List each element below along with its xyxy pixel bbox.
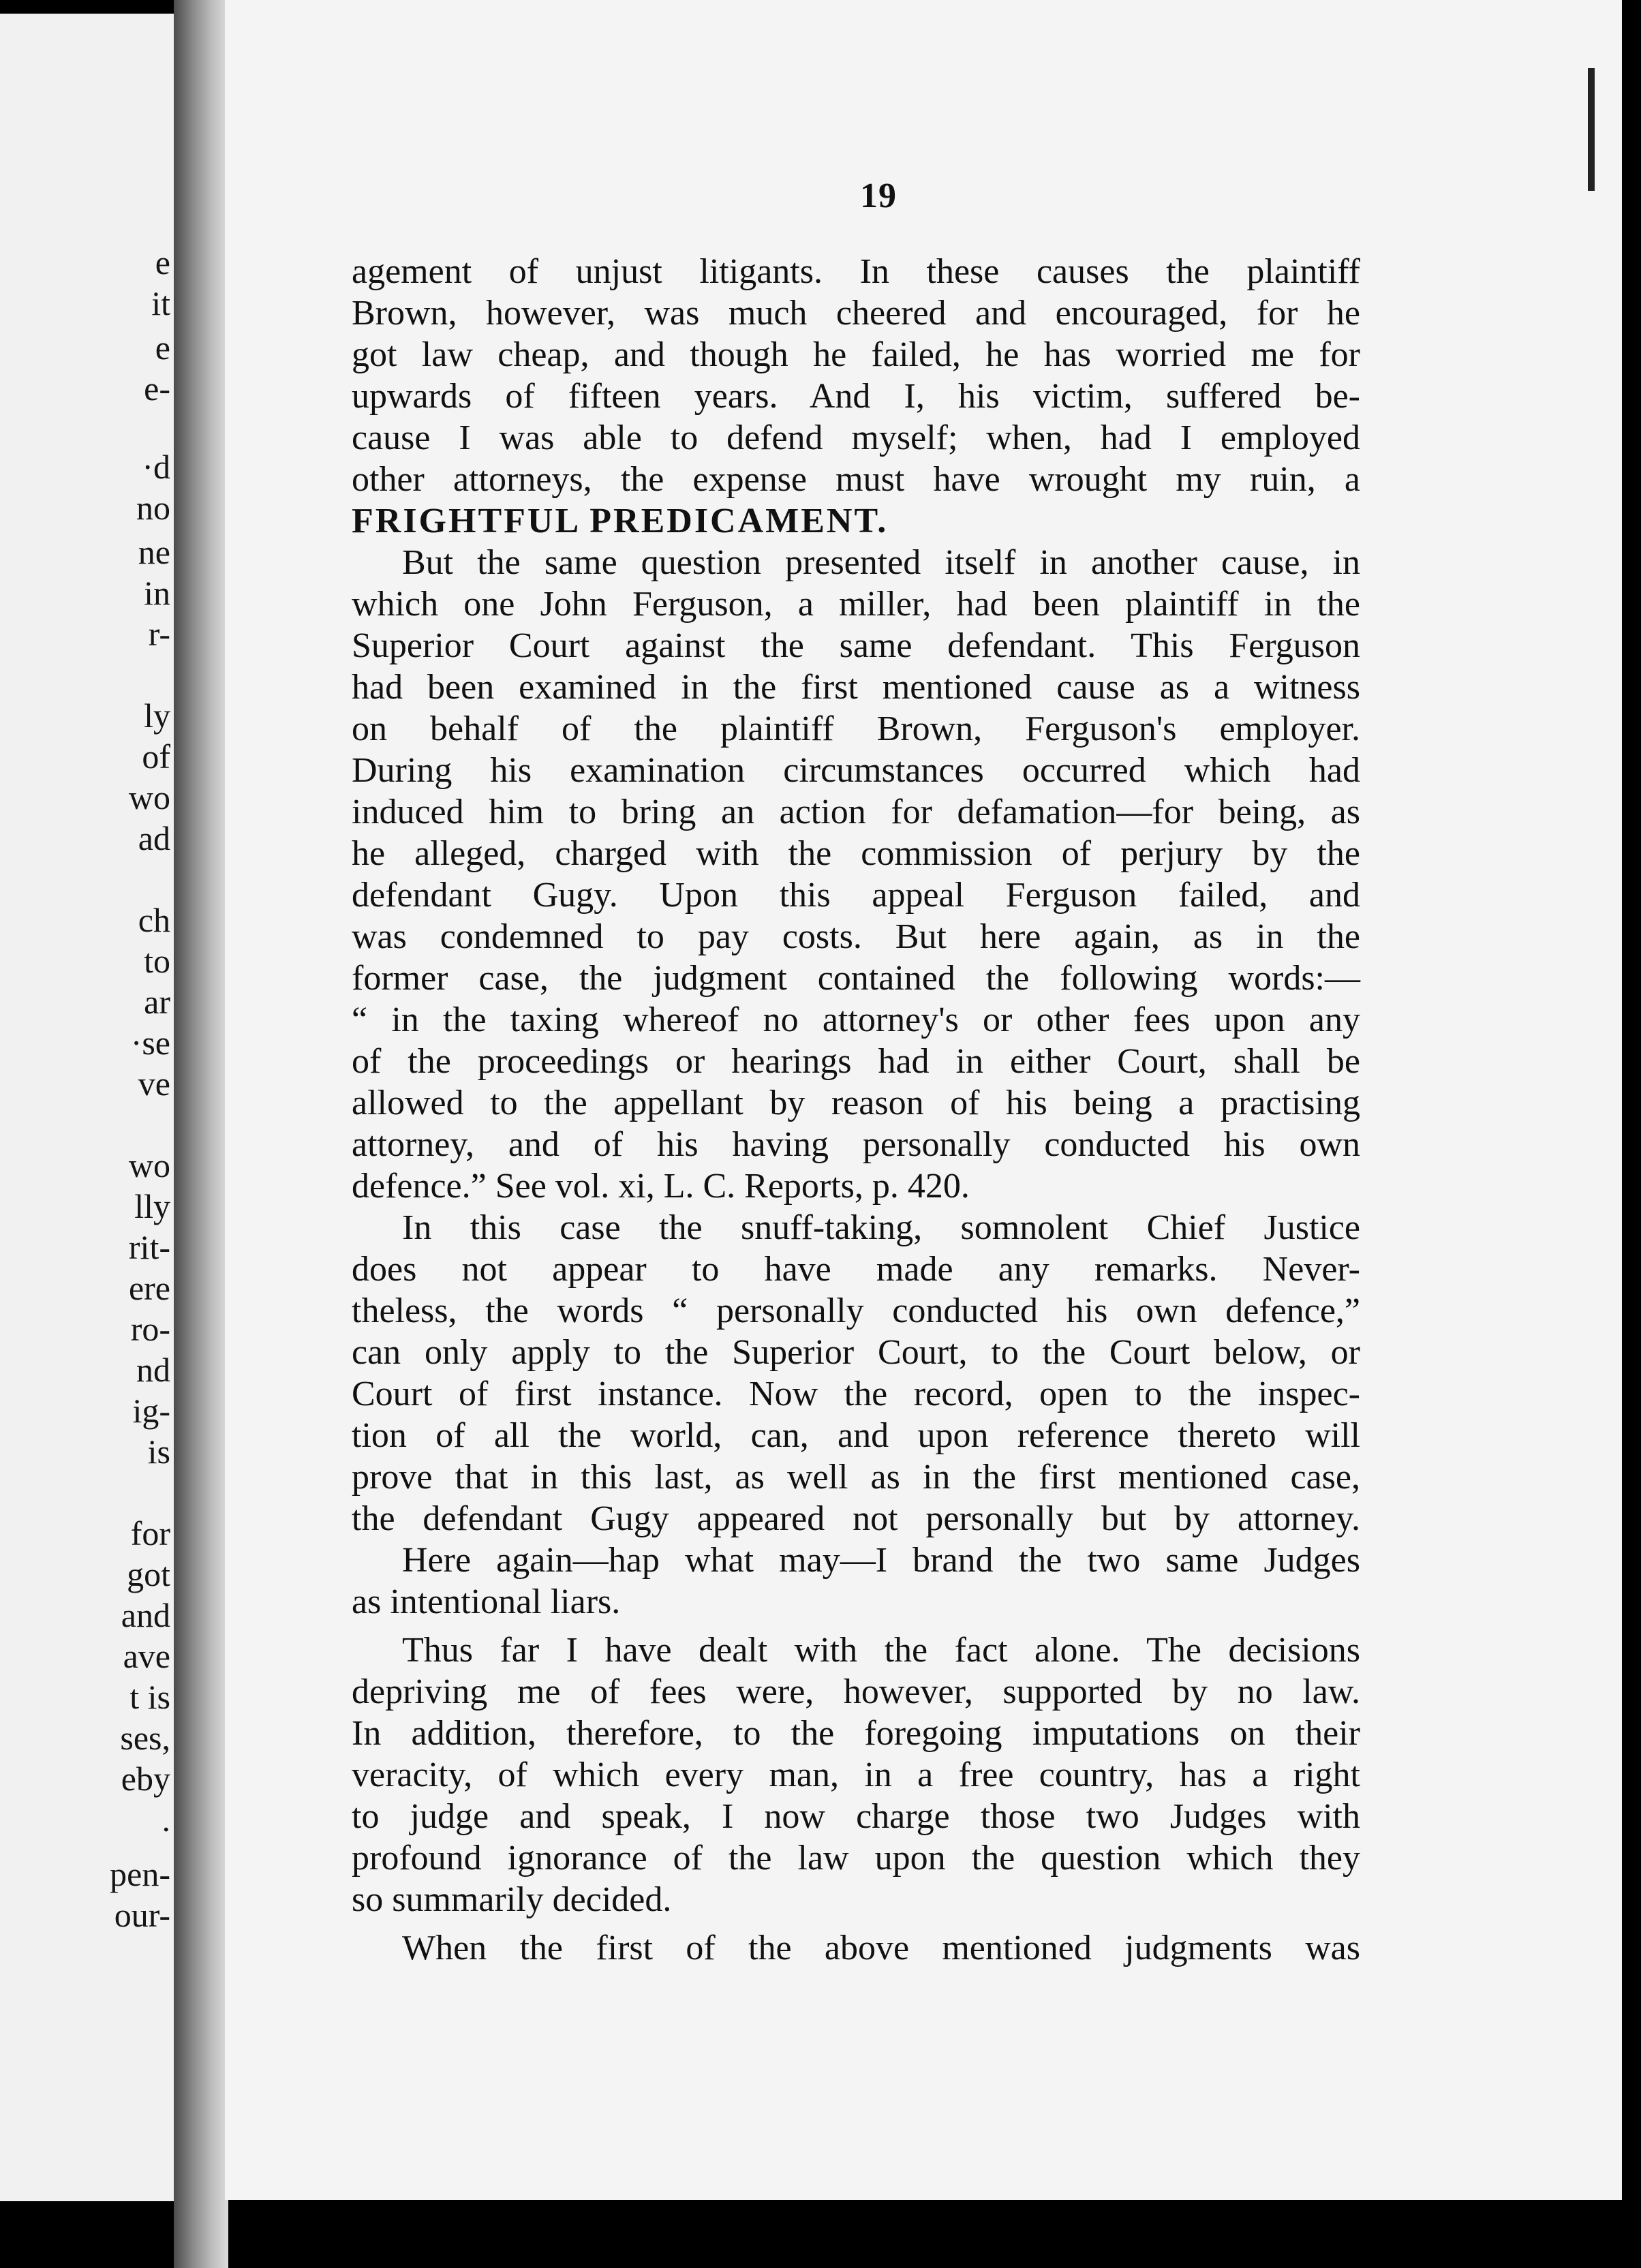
text-line: was condemned to pay costs. But here again, as in the: [352, 917, 1360, 956]
page-number: 19: [860, 177, 897, 215]
text-line: upwards of fifteen years. And I, his victim, suffered be-: [352, 377, 1360, 416]
facing-page-fragment-text: ere: [128, 1269, 170, 1307]
facing-page-fragment-text: ve: [138, 1064, 170, 1103]
facing-page-fragment-text: e: [155, 328, 170, 367]
facing-page-fragment-text: ch: [138, 901, 170, 939]
facing-page-fragment-text: ar: [144, 983, 170, 1021]
facing-page-fragment-text: pen-: [110, 1855, 170, 1893]
facing-page-fragment-text: to: [144, 942, 170, 980]
facing-page-fragment-text: for: [130, 1514, 170, 1552]
text-line: Superior Court against the same defendant. This Ferguson: [352, 626, 1360, 665]
facing-page-fragment-text: ro-: [130, 1310, 170, 1348]
text-line: In addition, therefore, to the foregoing imputations on their: [352, 1714, 1360, 1753]
facing-page-fragment-text: lly: [134, 1187, 170, 1225]
text-line: on behalf of the plaintiff Brown, Ferguson's employer.: [352, 709, 1360, 748]
text-line: depriving me of fees were, however, supported by no law.: [352, 1672, 1360, 1711]
text-line: During his examination circumstances occurred which had: [352, 751, 1360, 790]
text-line: defendant Gugy. Upon this appeal Ferguson failed, and: [352, 876, 1360, 915]
text-line: of the proceedings or hearings had in either Court, shall be: [352, 1042, 1360, 1081]
text-line: as intentional liars.: [352, 1582, 621, 1621]
facing-page-fragment-text: it: [151, 284, 170, 322]
text-line: But the same question presented itself in another cause, in: [402, 543, 1360, 582]
text-line: former case, the judgment contained the following words:—: [352, 959, 1360, 998]
facing-page-fragment-text: ·d: [142, 448, 170, 486]
facing-page-fragment-text: ave: [123, 1637, 170, 1675]
text-line: allowed to the appellant by reason of his being a practising: [352, 1084, 1360, 1122]
book-page: [225, 0, 1622, 2200]
facing-page-fragment-text: no: [136, 489, 170, 527]
facing-page-fragment-text: rit-: [128, 1228, 170, 1266]
text-line: FRIGHTFUL PREDICAMENT.: [352, 502, 889, 540]
facing-page-fragment-text: wo: [128, 778, 170, 816]
facing-page-fragment-text: ly: [144, 696, 170, 735]
facing-page-fragment-text: ses,: [120, 1719, 170, 1757]
facing-page-fragment-text: of: [142, 737, 170, 776]
text-line: attorney, and of his having personally conducted his own: [352, 1125, 1360, 1164]
text-line: so summarily decided.: [352, 1880, 672, 1919]
facing-page-fragment-text: ig-: [132, 1392, 170, 1430]
text-line: agement of unjust litigants. In these causes the plaintiff: [352, 252, 1360, 291]
text-line: Brown, however, was much cheered and encouraged, for he: [352, 294, 1360, 333]
facing-page-fragment-text: ad: [138, 819, 170, 857]
facing-page-fragment-text: e: [155, 243, 170, 281]
text-line: other attorneys, the expense must have wrought my ruin, a: [352, 460, 1360, 499]
facing-page-fragment-text: in: [144, 574, 170, 612]
text-line: got law cheap, and though he failed, he has worried me for: [352, 335, 1360, 374]
text-line: to judge and speak, I now charge those two Judges with: [352, 1797, 1360, 1836]
page-edge-mark: [1588, 68, 1595, 191]
text-line: Here again—hap what may—I brand the two same Judges: [402, 1541, 1360, 1580]
text-line: theless, the words “ personally conducted his own defence,”: [352, 1291, 1360, 1330]
facing-page-fragment-text: ne: [138, 533, 170, 571]
text-line: “ in the taxing whereof no attorney's or other fees upon any: [352, 1000, 1360, 1039]
text-line: Court of first instance. Now the record, open to the inspec-: [352, 1375, 1360, 1413]
body-text: [352, 251, 1360, 1969]
text-line: In this case the snuff-taking, somnolent Chief Justice: [402, 1208, 1360, 1247]
facing-page-fragment-text: wo: [128, 1146, 170, 1184]
text-line: prove that in this last, as well as in the first mentioned case,: [352, 1458, 1360, 1497]
text-line: profound ignorance of the law upon the question which they: [352, 1839, 1360, 1878]
text-line: tion of all the world, can, and upon reference thereto will: [352, 1416, 1360, 1455]
text-line: Thus far I have dealt with the fact alone. The decisions: [402, 1631, 1360, 1670]
facing-page-fragment-text: ·se: [130, 1024, 170, 1062]
text-line: cause I was able to defend myself; when, had I employed: [352, 418, 1360, 457]
book-gutter: [174, 0, 228, 2268]
facing-page-fragment-text: r-: [148, 615, 170, 653]
facing-page-fragment-text: our-: [114, 1896, 170, 1934]
facing-page-fragment-text: t is: [129, 1678, 170, 1716]
text-line: does not appear to have made any remarks. Never-: [352, 1250, 1360, 1289]
text-line: he alleged, charged with the commission of perjury by the: [352, 834, 1360, 873]
facing-page-fragment-text: got: [127, 1555, 170, 1593]
facing-page-fragment-text: eby: [121, 1760, 170, 1798]
text-line: defence.” See vol. xi, L. C. Reports, p. 420.: [352, 1167, 970, 1206]
text-line: had been examined in the first mentioned cause as a witness: [352, 668, 1360, 707]
text-line: induced him to bring an action for defamation—for being, as: [352, 793, 1360, 831]
facing-page-fragment-text: is: [147, 1432, 170, 1471]
facing-page-fragment-text: e-: [144, 369, 170, 408]
facing-page-fragment-text: .: [162, 1800, 170, 1839]
facing-page-fragment: [0, 14, 183, 2201]
text-line: which one John Ferguson, a miller, had been plaintiff in the: [352, 585, 1360, 624]
facing-page-fragment-text: and: [121, 1596, 170, 1634]
text-line: the defendant Gugy appeared not personally but by attorney.: [352, 1499, 1360, 1538]
text-line: When the first of the above mentioned judgments was: [402, 1929, 1360, 1967]
text-line: can only apply to the Superior Court, to the Court below, or: [352, 1333, 1360, 1372]
text-line: veracity, of which every man, in a free country, has a right: [352, 1756, 1360, 1794]
facing-page-fragment-text: nd: [136, 1351, 170, 1389]
